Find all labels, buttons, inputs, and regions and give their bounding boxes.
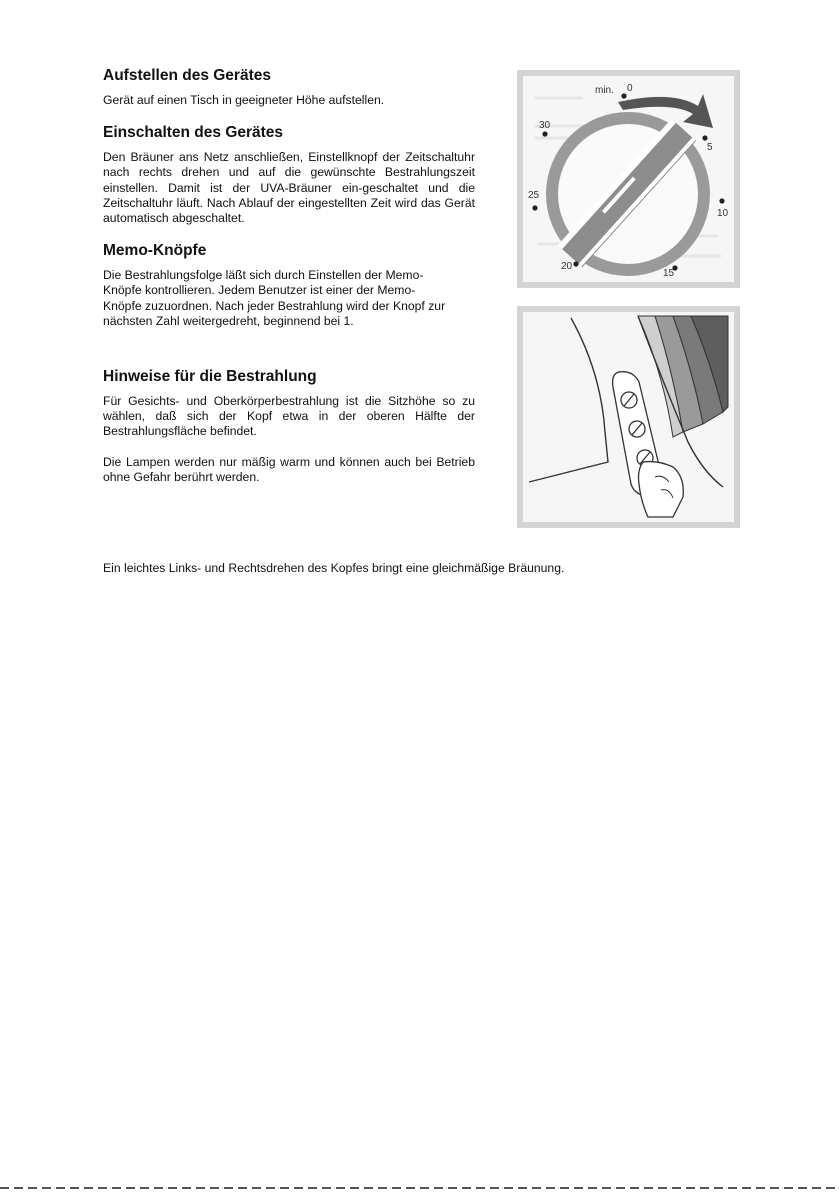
dial-mark-20: 20 — [561, 261, 573, 272]
bottom-edge-line — [0, 1187, 840, 1189]
text-notes-seating: Für Gesichts- und Oberkörperbestrahlung ist die Sitzhöhe so zu wählen, daß sich der Kopf etwa in der oberen Hälfte der Bestrahlungsfläche befindet. — [103, 394, 475, 439]
heading-setup: Aufstellen des Gerätes — [103, 67, 271, 84]
section-setup — [103, 66, 475, 108]
text-switch-on: Den Bräuner ans Netz anschließen, Einstellknopf der Zeitschaltuhr nach rechts drehen und auf die gewünschte Bestrahlungszeit einstellen. Damit ist der UVA-Bräuner ein-geschaltet und die Zeitschaltuhr läuft. Nach Ablauf der eingestellten Zeit wird das Gerät automatisch abgeschaltet. — [103, 150, 475, 226]
dial-mark-5: 5 — [707, 142, 713, 153]
text-memo-buttons: Die Bestrahlungsfolge läßt sich durch Einstellen der Memo-Knöpfe kontrollieren. Jedem Benutzer ist einer der Memo-Knöpfe zuzuordnen. Nach jeder Bestrahlung wird der Knopf zur nächsten Zahl weitergedreht, beginnend bei 1. — [103, 268, 446, 328]
timer-dial-figure — [517, 70, 740, 288]
heading-switch-on: Einschalten des Gerätes — [103, 124, 284, 142]
heading-memo-buttons: Memo-Knöpfe — [103, 242, 207, 260]
section-switch-on — [103, 123, 475, 226]
text-column — [103, 66, 475, 500]
text-setup: Gerät auf einen Tisch in geeigneter Höhe aufstellen. — [103, 93, 385, 107]
heading-notes: Hinweise für die Bestrahlung — [103, 368, 317, 386]
section-memo-buttons — [103, 241, 475, 329]
dial-mark-min: min. — [595, 85, 614, 96]
dial-mark-10: 10 — [717, 208, 729, 219]
dial-mark-0: 0 — [627, 83, 633, 94]
memo-buttons-illustration — [523, 312, 734, 522]
timer-dial-illustration — [523, 76, 734, 282]
dial-mark-15: 15 — [663, 268, 675, 279]
dial-mark-25: 25 — [528, 190, 540, 201]
text-notes-lamps: Die Lampen werden nur mäßig warm und können auch bei Betrieb ohne Gefahr berührt werden. — [103, 454, 475, 484]
dial-mark-30: 30 — [539, 120, 551, 131]
text-notes-turning: Ein leichtes Links- und Rechtsdrehen des Kopfes bringt eine gleichmäßige Bräunung. — [103, 561, 565, 575]
memo-buttons-figure — [517, 306, 740, 528]
section-notes — [103, 367, 475, 485]
